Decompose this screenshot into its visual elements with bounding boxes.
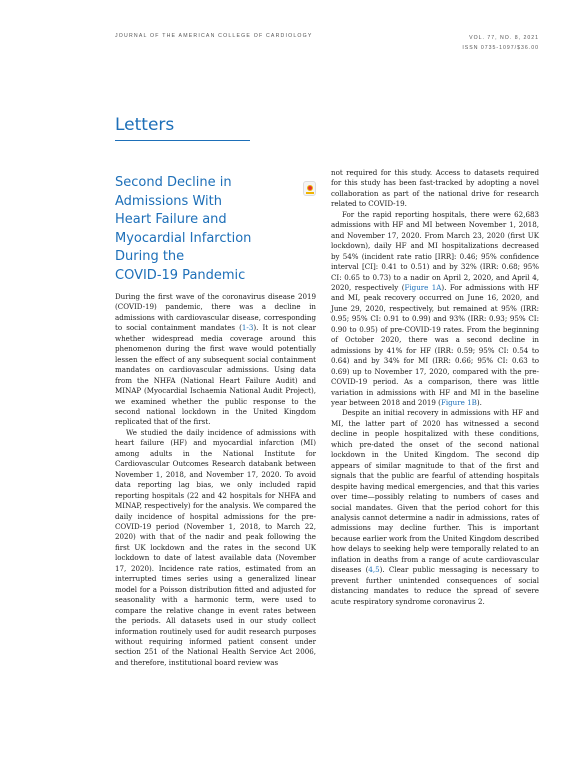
body-paragraph: [115, 428, 316, 668]
section-divider: [115, 140, 250, 141]
body-paragraph: [331, 168, 539, 210]
paragraph-text: We studied the daily incidence of admissions with heart failure (HF) and myocardial infarction (MI) among adults in the National Institute for Cardiovascular Outcomes Research databank between November 1, 2018, and November 17, 2020. To avoid data reporting lag bias, we only included rapid reporting hospitals (22 and 42 hospitals for NHFA and MINAP, respectively) for the analysis. We compared the daily incidence of hospital admissions for the pre-COVID-19 period (November 1, 2018, to March 22, 2020) with that of the nadir and peak following the first UK lockdown and the rates in the second UK lockdown to date of latest available data (November 17, 2020). Incidence rate ratios, estimated from an interrupted times series using a generalized linear model for a Poisson distribution fitted and adjusted for seasonality with a harmonic term, were used to compare the relative change in event rates between the periods. All datasets used in our study collect information routinely used for audit research purposes without requiring informed patient consent under section 251 of the National Health Service Act 2006, and therefore, institutional board review was: [115, 427, 316, 667]
title-line: COVID-19 Pandemic: [115, 267, 246, 283]
title-line: Second Decline in: [115, 175, 232, 190]
left-column: [115, 292, 316, 668]
paragraph-text: ). For admissions with HF and MI, peak recovery occurred on June 16, 2020, and June 29, 2020, respectively, but remained at 95% (IRR: 0.95; 95% CI: 0.91 to 0.99) and 93% (IRR: 0.93; 95% CI: 0.90 to 0.95) of pre-COVID-19 rates. From the beginning of October 2020, there was a second decline in admissions by 41% for HF (IRR: 0.59; 95% CI: 0.54 to 0.64) and by 34% for MI (IRR: 0.66; 95% CI: 0.63 to 0.69) up to November 17, 2020, compared with the pre-COVID-19 period. As a comparison, there was little variation in admissions with HF and MI in the baseline year between 2018 and 2019 (: [331, 282, 539, 407]
issn-line: ISSN 0735-1097/$36.00: [462, 45, 539, 51]
paragraph-text: not required for this study. Access to datasets required for this study has been fast-tracked by adopting a novel collaboration as part of the national drive for research related to COVID-19.: [331, 168, 539, 209]
badge-bar: [306, 192, 314, 194]
paragraph-text: ). Clear public messaging is necessary to prevent further unintended consequences of social distancing mandates to reduce the spread of severe acute respiratory syndrome coronavirus 2.: [331, 565, 539, 606]
volume-line: VOL. 77, NO. 8, 2021: [469, 35, 539, 41]
paragraph-text: ). It is not clear whether widespread media coverage around this phenomenon during the first wave would potentially lessen the effect of any subsequent social containment mandates on cardiovascular admissions. Using data from the NHFA (National Heart Failure Audit) and MINAP (Myocardial Ischaemia National Audit Project), we examined whether the public response to the second national lockdown in the United Kingdom replicated that of the first.: [115, 323, 316, 427]
title-line: During the: [115, 249, 185, 264]
reference-link[interactable]: 1-3: [241, 323, 254, 333]
badge-dot: [307, 185, 313, 191]
title-line: Admissions With: [115, 193, 222, 209]
check-for-updates-icon[interactable]: [303, 181, 316, 196]
section-title: Letters: [115, 115, 175, 135]
body-paragraph: [115, 292, 316, 428]
body-paragraph: [331, 210, 539, 409]
title-line: Myocardial Infarction: [115, 230, 252, 246]
paragraph-text: ).: [476, 397, 482, 407]
right-column: [331, 168, 539, 607]
reference-link[interactable]: Figure 1A: [404, 282, 442, 292]
reference-link[interactable]: Figure 1B: [440, 397, 477, 407]
journal-volume-info: [462, 33, 539, 53]
paragraph-text: During the first wave of the coronavirus disease 2019 (COVID-19) pandemic, there was a decline in admissions with cardiovascular disease, corresponding to social containment mandates (: [115, 292, 316, 333]
reference-link[interactable]: 4,5: [368, 565, 380, 575]
paragraph-text: For the rapid reporting hospitals, there were 62,683 admissions with HF and MI between November 1, 2018, and November 17, 2020. From March 23, 2020 (first UK lockdown), daily HF and MI hospitalizations decreased by 54% (incident rate ratio [IRR]: 0.46; 95% confidence interval [CI]: 0.41 to 0.51) and by 32% (IRR: 0.68; 95% CI: 0.65 to 0.73) to a nadir on April 2, 2020, and April 4, 2020, respectively (: [331, 209, 539, 292]
paragraph-text: Despite an initial recovery in admissions with HF and MI, the latter part of 2020 has witnessed a second decline in people hospitalized with these conditions, which pre-dated the onset of the second national lockdown in the United Kingdom. The second dip appears of similar magnitude to that of the first and signals that the public are fearful of attending hospitals despite having medical emergencies, and that this varies over time—possibly relating to numbers of cases and social mandates. Given that the period cohort for this analysis cannot determine a nadir in admissions, rates of admissions may decline further. This is important because earlier work from the United Kingdom described how delays to seeking help were temporally related to an inflation in deaths from a range of acute cardiovascular diseases (: [331, 408, 539, 575]
title-line: Heart Failure and: [115, 212, 227, 227]
article-title: [115, 174, 315, 285]
journal-name: JOURNAL OF THE AMERICAN COLLEGE OF CARDIOLOGY: [115, 33, 313, 39]
body-paragraph: [331, 408, 539, 607]
